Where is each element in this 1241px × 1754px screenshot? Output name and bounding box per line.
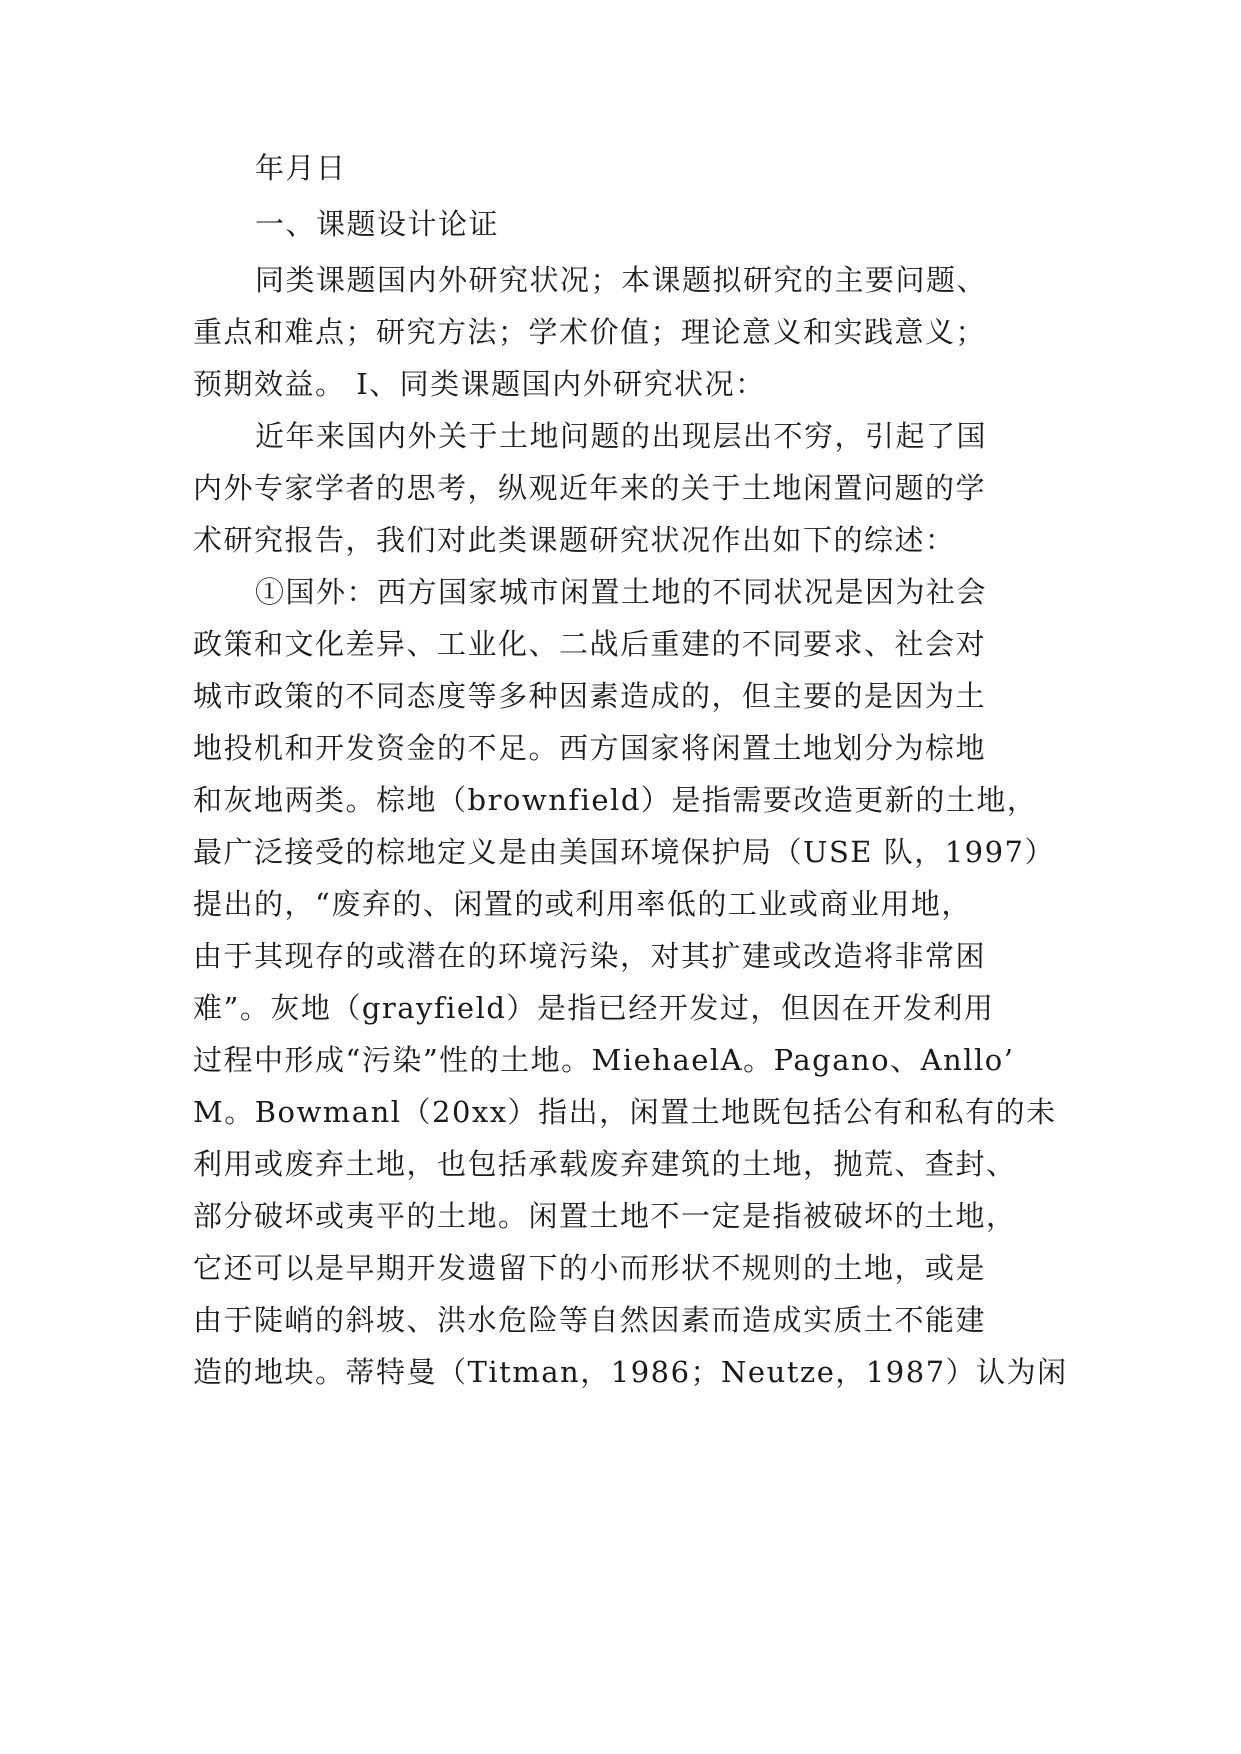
paragraph-line: 内外专家学者的思考，纵观近年来的关于土地闲置问题的学 bbox=[193, 471, 987, 505]
paragraph-line: 重点和难点；研究方法；学术价值；理论意义和实践意义； bbox=[193, 315, 987, 349]
paragraph-line: 过程中形成“污染”性的土地。MiehaelA。Pagano、Anllo’ bbox=[193, 1043, 1015, 1077]
paragraph-line: 地投机和开发资金的不足。西方国家将闲置土地划分为棕地 bbox=[193, 731, 987, 765]
paragraph-line: 政策和文化差异、工业化、二战后重建的不同要求、社会对 bbox=[193, 627, 987, 661]
paragraph-line: 同类课题国内外研究状况；本课题拟研究的主要问题、 bbox=[255, 263, 988, 297]
paragraph-line: 造的地块。蒂特曼（Titman，1986；Neutze，1987）认为闲 bbox=[193, 1355, 1068, 1389]
paragraph-line: 它还可以是早期开发遗留下的小而形状不规则的土地，或是 bbox=[193, 1251, 987, 1285]
paragraph-line: 预期效益。 Ⅰ、同类课题国内外研究状况： bbox=[193, 367, 766, 401]
section-heading: 一、课题设计论证 bbox=[255, 207, 500, 241]
paragraph-line: M。Bowmanl（20xx）指出，闲置土地既包括公有和私有的未 bbox=[193, 1095, 1057, 1129]
paragraph-line: 难”。灰地（grayfield）是指已经开发过，但因在开发利用 bbox=[193, 991, 995, 1025]
paragraph-line: ①国外：西方国家城市闲置土地的不同状况是因为社会 bbox=[255, 575, 988, 609]
paragraph-line: 和灰地两类。棕地（brownfield）是指需要改造更新的土地， bbox=[193, 783, 1038, 817]
paragraph-line: 提出的，“废弃的、闲置的或利用率低的工业或商业用地， bbox=[193, 887, 972, 921]
paragraph-line: 最广泛接受的棕地定义是由美国环境保护局（USE 队，1997） bbox=[193, 835, 1055, 869]
paragraph-line: 近年来国内外关于土地问题的出现层出不穷，引起了国 bbox=[255, 419, 988, 453]
date-line: 年月日 bbox=[255, 151, 347, 185]
paragraph-line: 城市政策的不同态度等多种因素造成的，但主要的是因为土 bbox=[193, 679, 987, 713]
paragraph-line: 由于陡峭的斜坡、洪水危险等自然因素而造成实质土不能建 bbox=[193, 1303, 987, 1337]
paragraph-line: 利用或废弃土地，也包括承载废弃建筑的土地，抛荒、查封、 bbox=[193, 1147, 1017, 1181]
paragraph-line: 术研究报告，我们对此类课题研究状况作出如下的综述： bbox=[193, 523, 956, 557]
paragraph-line: 由于其现存的或潜在的环境污染，对其扩建或改造将非常困 bbox=[193, 939, 987, 973]
paragraph-line: 部分破坏或夷平的土地。闲置土地不一定是指被破坏的土地， bbox=[193, 1199, 1017, 1233]
